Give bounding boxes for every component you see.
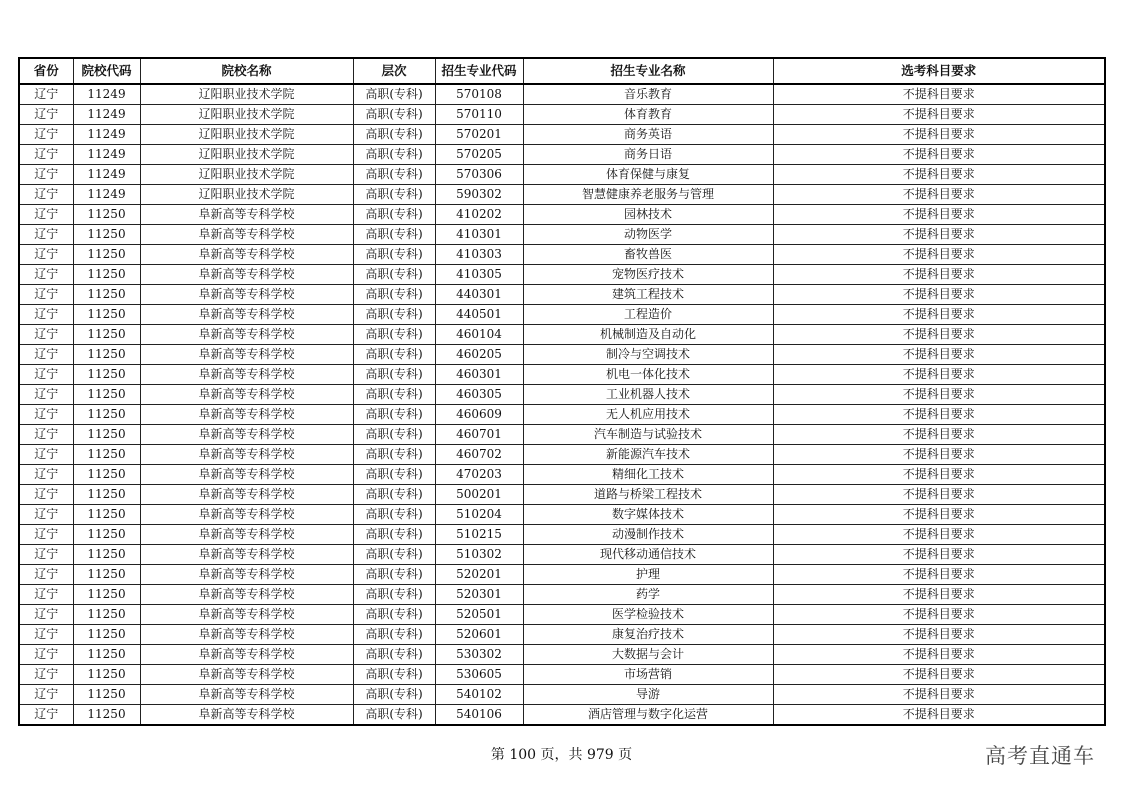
header-level: 层次 — [353, 58, 435, 84]
cell-major-code: 440301 — [435, 285, 523, 305]
cell-major-code: 520301 — [435, 585, 523, 605]
cell-school-code: 11250 — [73, 605, 140, 625]
cell-major-code: 460701 — [435, 425, 523, 445]
cell-school-name: 阜新高等专科学校 — [140, 285, 353, 305]
cell-level: 高职(专科) — [353, 125, 435, 145]
cell-major-code: 410303 — [435, 245, 523, 265]
cell-province: 辽宁 — [19, 325, 73, 345]
cell-major-name: 建筑工程技术 — [523, 285, 773, 305]
cell-level: 高职(专科) — [353, 605, 435, 625]
cell-school-code: 11250 — [73, 465, 140, 485]
cell-province: 辽宁 — [19, 385, 73, 405]
cell-subject-requirement: 不提科目要求 — [773, 305, 1105, 325]
cell-province: 辽宁 — [19, 265, 73, 285]
cell-subject-requirement: 不提科目要求 — [773, 585, 1105, 605]
cell-school-code: 11249 — [73, 105, 140, 125]
cell-province: 辽宁 — [19, 625, 73, 645]
cell-subject-requirement: 不提科目要求 — [773, 325, 1105, 345]
table-row — [19, 145, 1105, 165]
header-major-code: 招生专业代码 — [435, 58, 523, 84]
cell-province: 辽宁 — [19, 705, 73, 726]
cell-province: 辽宁 — [19, 445, 73, 465]
cell-level: 高职(专科) — [353, 225, 435, 245]
page-footer: 第 100 页，共 979 页 — [490, 747, 633, 763]
table-row — [19, 665, 1105, 685]
cell-school-name: 阜新高等专科学校 — [140, 265, 353, 285]
cell-school-code: 11249 — [73, 84, 140, 105]
cell-major-code: 530302 — [435, 645, 523, 665]
cell-province: 辽宁 — [19, 345, 73, 365]
cell-province: 辽宁 — [19, 485, 73, 505]
cell-subject-requirement: 不提科目要求 — [773, 465, 1105, 485]
cell-major-code: 460609 — [435, 405, 523, 425]
cell-school-name: 阜新高等专科学校 — [140, 225, 353, 245]
cell-major-name: 现代移动通信技术 — [523, 545, 773, 565]
cell-level: 高职(专科) — [353, 425, 435, 445]
cell-province: 辽宁 — [19, 525, 73, 545]
cell-level: 高职(专科) — [353, 365, 435, 385]
cell-school-name: 阜新高等专科学校 — [140, 565, 353, 585]
table-row — [19, 605, 1105, 625]
cell-school-code: 11250 — [73, 265, 140, 285]
cell-province: 辽宁 — [19, 225, 73, 245]
cell-province: 辽宁 — [19, 605, 73, 625]
cell-province: 辽宁 — [19, 245, 73, 265]
cell-major-name: 机械制造及自动化 — [523, 325, 773, 345]
header-subject-requirement: 选考科目要求 — [773, 58, 1105, 84]
cell-subject-requirement: 不提科目要求 — [773, 685, 1105, 705]
cell-major-code: 510302 — [435, 545, 523, 565]
cell-province: 辽宁 — [19, 205, 73, 225]
cell-province: 辽宁 — [19, 425, 73, 445]
cell-major-name: 新能源汽车技术 — [523, 445, 773, 465]
cell-major-code: 590302 — [435, 185, 523, 205]
table-row — [19, 505, 1105, 525]
cell-province: 辽宁 — [19, 465, 73, 485]
cell-major-code: 540102 — [435, 685, 523, 705]
cell-school-code: 11250 — [73, 545, 140, 565]
cell-major-name: 酒店管理与数字化运营 — [523, 705, 773, 726]
cell-school-code: 11250 — [73, 325, 140, 345]
table-row — [19, 105, 1105, 125]
cell-major-code: 460702 — [435, 445, 523, 465]
cell-school-name: 阜新高等专科学校 — [140, 605, 353, 625]
cell-major-code: 440501 — [435, 305, 523, 325]
cell-school-name: 阜新高等专科学校 — [140, 665, 353, 685]
cell-school-code: 11250 — [73, 205, 140, 225]
cell-subject-requirement: 不提科目要求 — [773, 425, 1105, 445]
table-row — [19, 285, 1105, 305]
cell-major-name: 护理 — [523, 565, 773, 585]
cell-school-name: 阜新高等专科学校 — [140, 325, 353, 345]
cell-major-name: 园林技术 — [523, 205, 773, 225]
cell-major-code: 460305 — [435, 385, 523, 405]
table-row — [19, 245, 1105, 265]
cell-major-code: 520201 — [435, 565, 523, 585]
table-row — [19, 425, 1105, 445]
cell-school-name: 阜新高等专科学校 — [140, 245, 353, 265]
cell-level: 高职(专科) — [353, 405, 435, 425]
table-row — [19, 525, 1105, 545]
cell-major-name: 数字媒体技术 — [523, 505, 773, 525]
cell-major-code: 410305 — [435, 265, 523, 285]
cell-school-name: 阜新高等专科学校 — [140, 205, 353, 225]
header-major-name: 招生专业名称 — [523, 58, 773, 84]
cell-school-name: 阜新高等专科学校 — [140, 685, 353, 705]
cell-subject-requirement: 不提科目要求 — [773, 665, 1105, 685]
cell-school-name: 阜新高等专科学校 — [140, 485, 353, 505]
cell-level: 高职(专科) — [353, 505, 435, 525]
cell-subject-requirement: 不提科目要求 — [773, 605, 1105, 625]
cell-subject-requirement: 不提科目要求 — [773, 405, 1105, 425]
table-row — [19, 125, 1105, 145]
cell-subject-requirement: 不提科目要求 — [773, 205, 1105, 225]
table-row — [19, 485, 1105, 505]
cell-school-code: 11250 — [73, 685, 140, 705]
cell-province: 辽宁 — [19, 145, 73, 165]
table-row — [19, 445, 1105, 465]
cell-school-code: 11250 — [73, 585, 140, 605]
cell-school-code: 11250 — [73, 705, 140, 726]
table-row — [19, 205, 1105, 225]
cell-province: 辽宁 — [19, 585, 73, 605]
cell-level: 高职(专科) — [353, 445, 435, 465]
cell-province: 辽宁 — [19, 285, 73, 305]
cell-subject-requirement: 不提科目要求 — [773, 485, 1105, 505]
cell-level: 高职(专科) — [353, 585, 435, 605]
table-row — [19, 305, 1105, 325]
cell-subject-requirement: 不提科目要求 — [773, 145, 1105, 165]
cell-school-code: 11250 — [73, 345, 140, 365]
cell-major-name: 康复治疗技术 — [523, 625, 773, 645]
cell-major-code: 570110 — [435, 105, 523, 125]
cell-major-code: 510204 — [435, 505, 523, 525]
cell-level: 高职(专科) — [353, 545, 435, 565]
cell-school-code: 11250 — [73, 445, 140, 465]
cell-school-code: 11250 — [73, 405, 140, 425]
cell-major-name: 工业机器人技术 — [523, 385, 773, 405]
cell-major-name: 机电一体化技术 — [523, 365, 773, 385]
cell-level: 高职(专科) — [353, 325, 435, 345]
cell-major-name: 市场营销 — [523, 665, 773, 685]
cell-major-code: 520601 — [435, 625, 523, 645]
cell-school-name: 阜新高等专科学校 — [140, 445, 353, 465]
cell-major-code: 460301 — [435, 365, 523, 385]
cell-major-code: 520501 — [435, 605, 523, 625]
cell-school-name: 阜新高等专科学校 — [140, 385, 353, 405]
cell-subject-requirement: 不提科目要求 — [773, 645, 1105, 665]
cell-major-name: 体育教育 — [523, 105, 773, 125]
cell-subject-requirement: 不提科目要求 — [773, 565, 1105, 585]
cell-province: 辽宁 — [19, 185, 73, 205]
cell-school-name: 辽阳职业技术学院 — [140, 105, 353, 125]
cell-level: 高职(专科) — [353, 165, 435, 185]
cell-major-name: 音乐教育 — [523, 84, 773, 105]
cell-level: 高职(专科) — [353, 525, 435, 545]
cell-school-code: 11250 — [73, 385, 140, 405]
cell-level: 高职(专科) — [353, 485, 435, 505]
header-school-name: 院校名称 — [140, 58, 353, 84]
table-row — [19, 365, 1105, 385]
table-row — [19, 265, 1105, 285]
cell-school-name: 阜新高等专科学校 — [140, 405, 353, 425]
cell-school-name: 阜新高等专科学校 — [140, 505, 353, 525]
table-row — [19, 705, 1105, 726]
cell-major-code: 460205 — [435, 345, 523, 365]
cell-level: 高职(专科) — [353, 185, 435, 205]
table-row — [19, 645, 1105, 665]
cell-level: 高职(专科) — [353, 245, 435, 265]
cell-level: 高职(专科) — [353, 665, 435, 685]
cell-province: 辽宁 — [19, 365, 73, 385]
cell-major-name: 畜牧兽医 — [523, 245, 773, 265]
cell-major-code: 570306 — [435, 165, 523, 185]
cell-level: 高职(专科) — [353, 285, 435, 305]
cell-province: 辽宁 — [19, 105, 73, 125]
cell-school-code: 11249 — [73, 185, 140, 205]
cell-major-code: 570205 — [435, 145, 523, 165]
cell-level: 高职(专科) — [353, 465, 435, 485]
table-row — [19, 165, 1105, 185]
cell-school-name: 阜新高等专科学校 — [140, 365, 353, 385]
cell-subject-requirement: 不提科目要求 — [773, 385, 1105, 405]
cell-level: 高职(专科) — [353, 685, 435, 705]
cell-province: 辽宁 — [19, 645, 73, 665]
cell-school-name: 阜新高等专科学校 — [140, 305, 353, 325]
cell-subject-requirement: 不提科目要求 — [773, 105, 1105, 125]
cell-school-code: 11250 — [73, 305, 140, 325]
cell-major-name: 工程造价 — [523, 305, 773, 325]
cell-major-code: 530605 — [435, 665, 523, 685]
cell-level: 高职(专科) — [353, 565, 435, 585]
cell-school-name: 阜新高等专科学校 — [140, 545, 353, 565]
cell-province: 辽宁 — [19, 125, 73, 145]
table-row — [19, 225, 1105, 245]
cell-major-code: 510215 — [435, 525, 523, 545]
table-row — [19, 405, 1105, 425]
cell-school-code: 11250 — [73, 625, 140, 645]
cell-level: 高职(专科) — [353, 84, 435, 105]
cell-major-code: 460104 — [435, 325, 523, 345]
cell-school-code: 11250 — [73, 645, 140, 665]
cell-school-name: 阜新高等专科学校 — [140, 585, 353, 605]
table-row — [19, 565, 1105, 585]
cell-school-name: 辽阳职业技术学院 — [140, 125, 353, 145]
cell-subject-requirement: 不提科目要求 — [773, 225, 1105, 245]
admission-table — [18, 57, 1106, 726]
cell-school-code: 11250 — [73, 665, 140, 685]
cell-major-name: 体育保健与康复 — [523, 165, 773, 185]
cell-school-code: 11250 — [73, 485, 140, 505]
cell-major-name: 精细化工技术 — [523, 465, 773, 485]
cell-school-code: 11250 — [73, 245, 140, 265]
cell-level: 高职(专科) — [353, 645, 435, 665]
cell-province: 辽宁 — [19, 405, 73, 425]
cell-school-code: 11250 — [73, 285, 140, 305]
cell-province: 辽宁 — [19, 685, 73, 705]
cell-subject-requirement: 不提科目要求 — [773, 285, 1105, 305]
cell-subject-requirement: 不提科目要求 — [773, 625, 1105, 645]
cell-school-name: 辽阳职业技术学院 — [140, 84, 353, 105]
cell-subject-requirement: 不提科目要求 — [773, 445, 1105, 465]
table-row — [19, 84, 1105, 105]
cell-subject-requirement: 不提科目要求 — [773, 125, 1105, 145]
cell-province: 辽宁 — [19, 165, 73, 185]
cell-major-name: 大数据与会计 — [523, 645, 773, 665]
cell-subject-requirement: 不提科目要求 — [773, 265, 1105, 285]
cell-school-code: 11249 — [73, 125, 140, 145]
cell-school-code: 11250 — [73, 425, 140, 445]
cell-subject-requirement: 不提科目要求 — [773, 545, 1105, 565]
cell-level: 高职(专科) — [353, 205, 435, 225]
cell-school-code: 11250 — [73, 525, 140, 545]
cell-school-name: 阜新高等专科学校 — [140, 705, 353, 726]
cell-school-name: 阜新高等专科学校 — [140, 625, 353, 645]
cell-major-name: 宠物医疗技术 — [523, 265, 773, 285]
cell-subject-requirement: 不提科目要求 — [773, 245, 1105, 265]
cell-province: 辽宁 — [19, 545, 73, 565]
cell-major-name: 动漫制作技术 — [523, 525, 773, 545]
table-row — [19, 385, 1105, 405]
cell-province: 辽宁 — [19, 84, 73, 105]
cell-subject-requirement: 不提科目要求 — [773, 165, 1105, 185]
cell-level: 高职(专科) — [353, 625, 435, 645]
table-row — [19, 585, 1105, 605]
cell-major-code: 410301 — [435, 225, 523, 245]
table-row — [19, 185, 1105, 205]
header-row — [19, 58, 1105, 84]
cell-major-name: 制冷与空调技术 — [523, 345, 773, 365]
cell-subject-requirement: 不提科目要求 — [773, 84, 1105, 105]
cell-level: 高职(专科) — [353, 265, 435, 285]
cell-school-name: 阜新高等专科学校 — [140, 345, 353, 365]
table-row — [19, 545, 1105, 565]
cell-major-name: 商务日语 — [523, 145, 773, 165]
cell-school-code: 11250 — [73, 505, 140, 525]
cell-school-code: 11249 — [73, 165, 140, 185]
cell-school-code: 11250 — [73, 225, 140, 245]
header-province: 省份 — [19, 58, 73, 84]
cell-school-name: 阜新高等专科学校 — [140, 425, 353, 445]
cell-major-name: 药学 — [523, 585, 773, 605]
cell-major-name: 无人机应用技术 — [523, 405, 773, 425]
cell-level: 高职(专科) — [353, 145, 435, 165]
cell-subject-requirement: 不提科目要求 — [773, 525, 1105, 545]
cell-major-code: 470203 — [435, 465, 523, 485]
cell-subject-requirement: 不提科目要求 — [773, 505, 1105, 525]
cell-level: 高职(专科) — [353, 345, 435, 365]
cell-subject-requirement: 不提科目要求 — [773, 345, 1105, 365]
cell-subject-requirement: 不提科目要求 — [773, 185, 1105, 205]
cell-level: 高职(专科) — [353, 305, 435, 325]
cell-province: 辽宁 — [19, 665, 73, 685]
cell-province: 辽宁 — [19, 565, 73, 585]
cell-school-code: 11249 — [73, 145, 140, 165]
cell-subject-requirement: 不提科目要求 — [773, 705, 1105, 726]
cell-school-name: 辽阳职业技术学院 — [140, 145, 353, 165]
cell-school-name: 阜新高等专科学校 — [140, 645, 353, 665]
cell-major-name: 智慧健康养老服务与管理 — [523, 185, 773, 205]
cell-major-code: 410202 — [435, 205, 523, 225]
cell-school-name: 阜新高等专科学校 — [140, 465, 353, 485]
cell-school-code: 11250 — [73, 565, 140, 585]
cell-major-name: 医学检验技术 — [523, 605, 773, 625]
cell-major-name: 商务英语 — [523, 125, 773, 145]
cell-major-code: 570108 — [435, 84, 523, 105]
cell-major-name: 汽车制造与试验技术 — [523, 425, 773, 445]
cell-school-name: 辽阳职业技术学院 — [140, 165, 353, 185]
cell-school-name: 阜新高等专科学校 — [140, 525, 353, 545]
cell-major-name: 道路与桥梁工程技术 — [523, 485, 773, 505]
cell-subject-requirement: 不提科目要求 — [773, 365, 1105, 385]
table-row — [19, 345, 1105, 365]
header-school-code: 院校代码 — [73, 58, 140, 84]
watermark: 高考直通车 — [985, 744, 1095, 768]
cell-level: 高职(专科) — [353, 105, 435, 125]
cell-province: 辽宁 — [19, 505, 73, 525]
cell-major-code: 570201 — [435, 125, 523, 145]
table-row — [19, 325, 1105, 345]
table-row — [19, 625, 1105, 645]
table-row — [19, 685, 1105, 705]
cell-school-code: 11250 — [73, 365, 140, 385]
cell-province: 辽宁 — [19, 305, 73, 325]
cell-major-code: 500201 — [435, 485, 523, 505]
cell-major-name: 动物医学 — [523, 225, 773, 245]
cell-level: 高职(专科) — [353, 385, 435, 405]
cell-major-name: 导游 — [523, 685, 773, 705]
cell-school-name: 辽阳职业技术学院 — [140, 185, 353, 205]
cell-level: 高职(专科) — [353, 705, 435, 726]
cell-major-code: 540106 — [435, 705, 523, 726]
table-row — [19, 465, 1105, 485]
